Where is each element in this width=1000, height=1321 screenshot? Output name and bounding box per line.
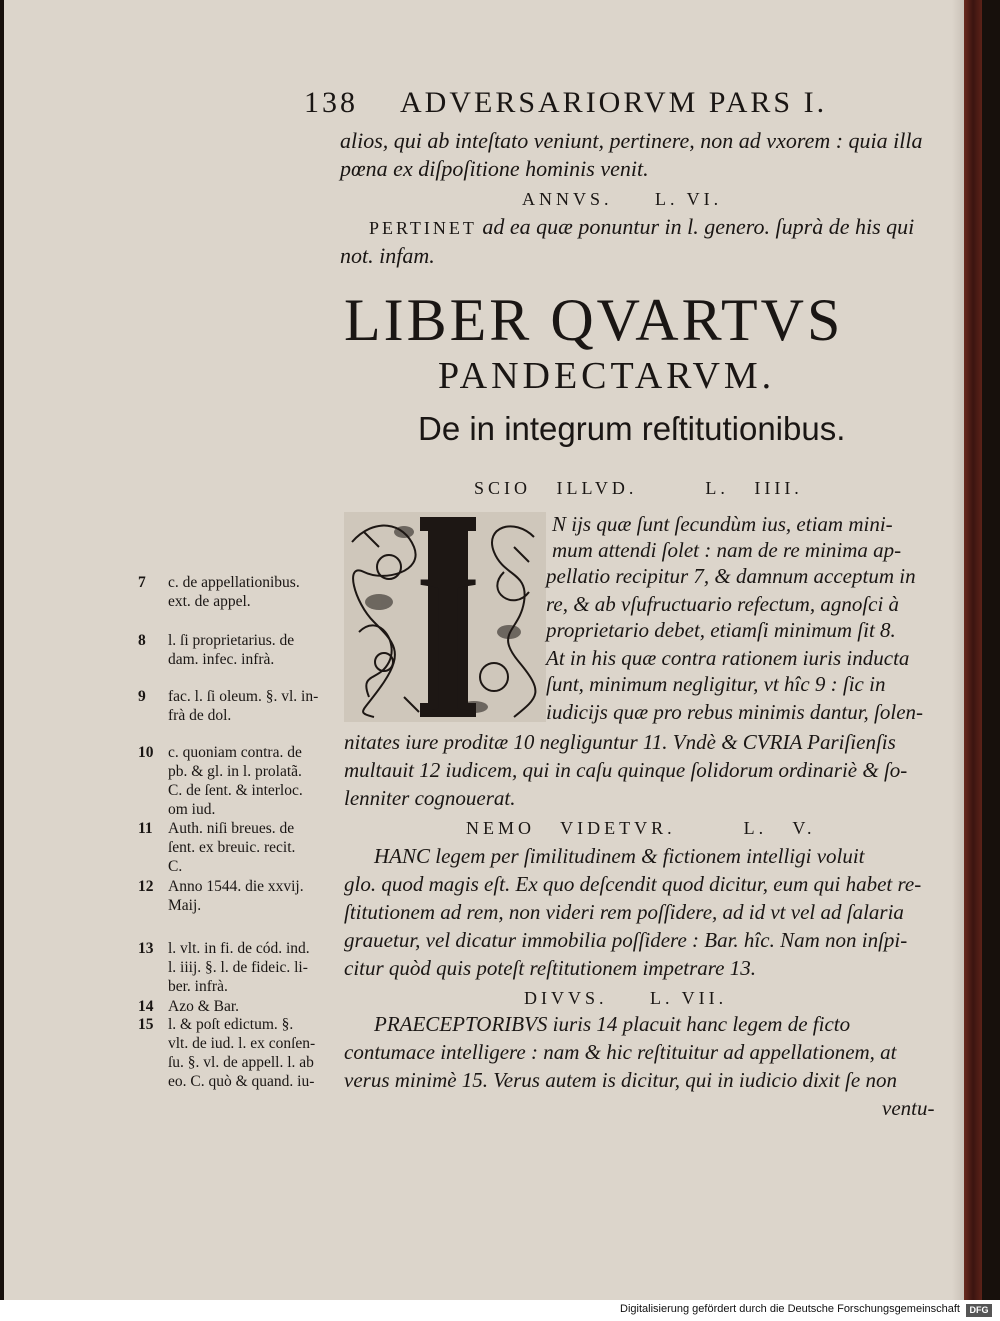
running-head: [304, 86, 904, 120]
dfg-logo: DFG: [966, 1304, 992, 1317]
small-caps-word: PERTINET: [369, 218, 477, 238]
note-line: fac. l. ſi oleum. §. vl. in-: [168, 688, 319, 705]
body-line: contumace intelligere : nam & hic reſtituitur ad appellationem, at: [344, 1040, 897, 1064]
body-text: ad ea quæ ponuntur in l. genero. ſuprà de his qui: [476, 214, 915, 239]
note-number: 9: [138, 688, 146, 705]
note-line: c. de appellationibus.: [168, 574, 300, 591]
body-line: not. infam.: [340, 243, 435, 268]
note-line: ext. de appel.: [168, 593, 251, 610]
body-line: iudicijs quæ pro rebus minimis dantur, ſolen-: [546, 700, 924, 724]
catchword: ventu-: [882, 1096, 935, 1120]
body-line: HANC legem per ſimilitudinem & fictionem intelligi voluit: [374, 844, 865, 868]
note-line: vlt. de iud. l. ex conſen-: [168, 1035, 316, 1052]
body-line: re, & ab vſufructuario refectum, agnoſci à: [546, 592, 900, 616]
note-number: 13: [138, 940, 154, 957]
section-heading: DIVVS. L. VII.: [524, 988, 728, 1008]
running-head-title: ADVERSARIORVM PARS I.: [400, 86, 828, 119]
body-line: verus minimè 15. Verus autem is dicitur, qui in iudicio dixit ſe non: [344, 1068, 897, 1092]
funding-notice: Digitalisierung gefördert durch die Deutsche Forschungsgemeinschaft: [620, 1303, 960, 1315]
body-line: mum attendi ſolet : nam de re minima ap-: [552, 538, 902, 562]
note-number: 14: [138, 998, 154, 1015]
note-line: dam. infec. infrà.: [168, 651, 275, 668]
note-number: 10: [138, 744, 154, 761]
body-line: ſtitutionem ad rem, non videri rem poſſidere, ad id vt vel ad ſalaria: [344, 900, 904, 924]
note-line: ber. infrà.: [168, 978, 228, 995]
note-number: 7: [138, 574, 146, 591]
body-line: pellatio recipitur 7, & damnum acceptum in: [546, 564, 916, 588]
note-line: Anno 1544. die xxvij.: [168, 878, 304, 895]
note-line: C. de ſent. & interloc.: [168, 782, 303, 799]
body-line: citur quòd quis poteſt reſtitutionem impetrare 13.: [344, 956, 756, 980]
note-line: l. vlt. in fi. de cód. ind.: [168, 940, 310, 957]
chapter-title: De in integrum reſtitutionibus.: [418, 410, 846, 447]
body-line: N ijs quæ ſunt ſecundùm ius, etiam mini-: [552, 512, 893, 536]
note-line: Azo & Bar.: [168, 998, 240, 1015]
note-line: C.: [168, 858, 183, 875]
footer-bar: [0, 1300, 1000, 1321]
section-heading: SCIO ILLVD. L. IIII.: [474, 478, 803, 498]
note-number: 11: [138, 820, 153, 837]
body-line: At in his quæ contra rationem iuris inducta: [546, 646, 910, 670]
body-line: pœna ex diſpoſitione hominis venit.: [340, 156, 649, 181]
note-line: ſent. ex breuic. recit.: [168, 839, 296, 856]
note-number: 15: [138, 1016, 154, 1033]
decorated-initial-I: [344, 512, 546, 722]
section-heading: NEMO VIDETVR. L. V.: [466, 818, 816, 838]
body-line: lenniter cognouerat.: [344, 786, 516, 810]
book-page: [4, 0, 982, 1300]
note-line: pb. & gl. in l. prolatã.: [168, 763, 302, 780]
note-line: Maij.: [168, 897, 202, 914]
note-line: om iud.: [168, 801, 216, 818]
body-line: [369, 214, 914, 240]
body-line: grauetur, vel dicatur immobilia poſſidere : Bar. hîc. Nam non inſpi-: [344, 928, 908, 952]
note-number: 12: [138, 878, 154, 895]
note-line: c. quoniam contra. de: [168, 744, 302, 761]
book-title: LIBER QVARTVS: [344, 287, 844, 353]
body-line: alios, qui ab inteſtato veniunt, pertinere, non ad vxorem : quia illa: [340, 128, 923, 153]
note-line: Auth. niſi breues. de: [168, 820, 295, 837]
body-line: PRAECEPTORIBVS iuris 14 placuit hanc legem de ficto: [374, 1012, 851, 1036]
body-line: ſunt, minimum negligitur, vt hîc 9 : ſic in: [546, 672, 886, 696]
page-number: 138: [304, 86, 358, 119]
note-line: frà de dol.: [168, 707, 232, 724]
note-line: l. ſi proprietarius. de: [168, 632, 295, 649]
initial-letter: I: [413, 531, 483, 722]
note-number: 8: [138, 632, 146, 649]
book-subtitle: PANDECTARVM.: [438, 355, 776, 397]
note-line: ſu. §. vl. de appell. l. ab: [168, 1054, 314, 1071]
body-line: glo. quod magis eſt. Ex quo deſcendit quod dicitur, eum qui habet re-: [344, 872, 922, 896]
note-line: l. iiij. §. l. de fideic. li-: [168, 959, 308, 976]
note-line: l. & poſt edictum. §.: [168, 1016, 294, 1033]
body-line: nitates iure proditæ 10 negliguntur 11. Vndè & CVRIA Pariſienſis: [344, 730, 896, 754]
body-line: proprietario debet, etiamſi minimum ſit 8.: [546, 618, 896, 642]
page-edge: [964, 0, 982, 1300]
note-line: eo. C. quò & quand. iu-: [168, 1073, 315, 1090]
body-line: multauit 12 iudicem, qui in caſu quinque ſolidorum ordinariè & ſo-: [344, 758, 908, 782]
section-heading: ANNVS. L. VI.: [522, 189, 723, 209]
